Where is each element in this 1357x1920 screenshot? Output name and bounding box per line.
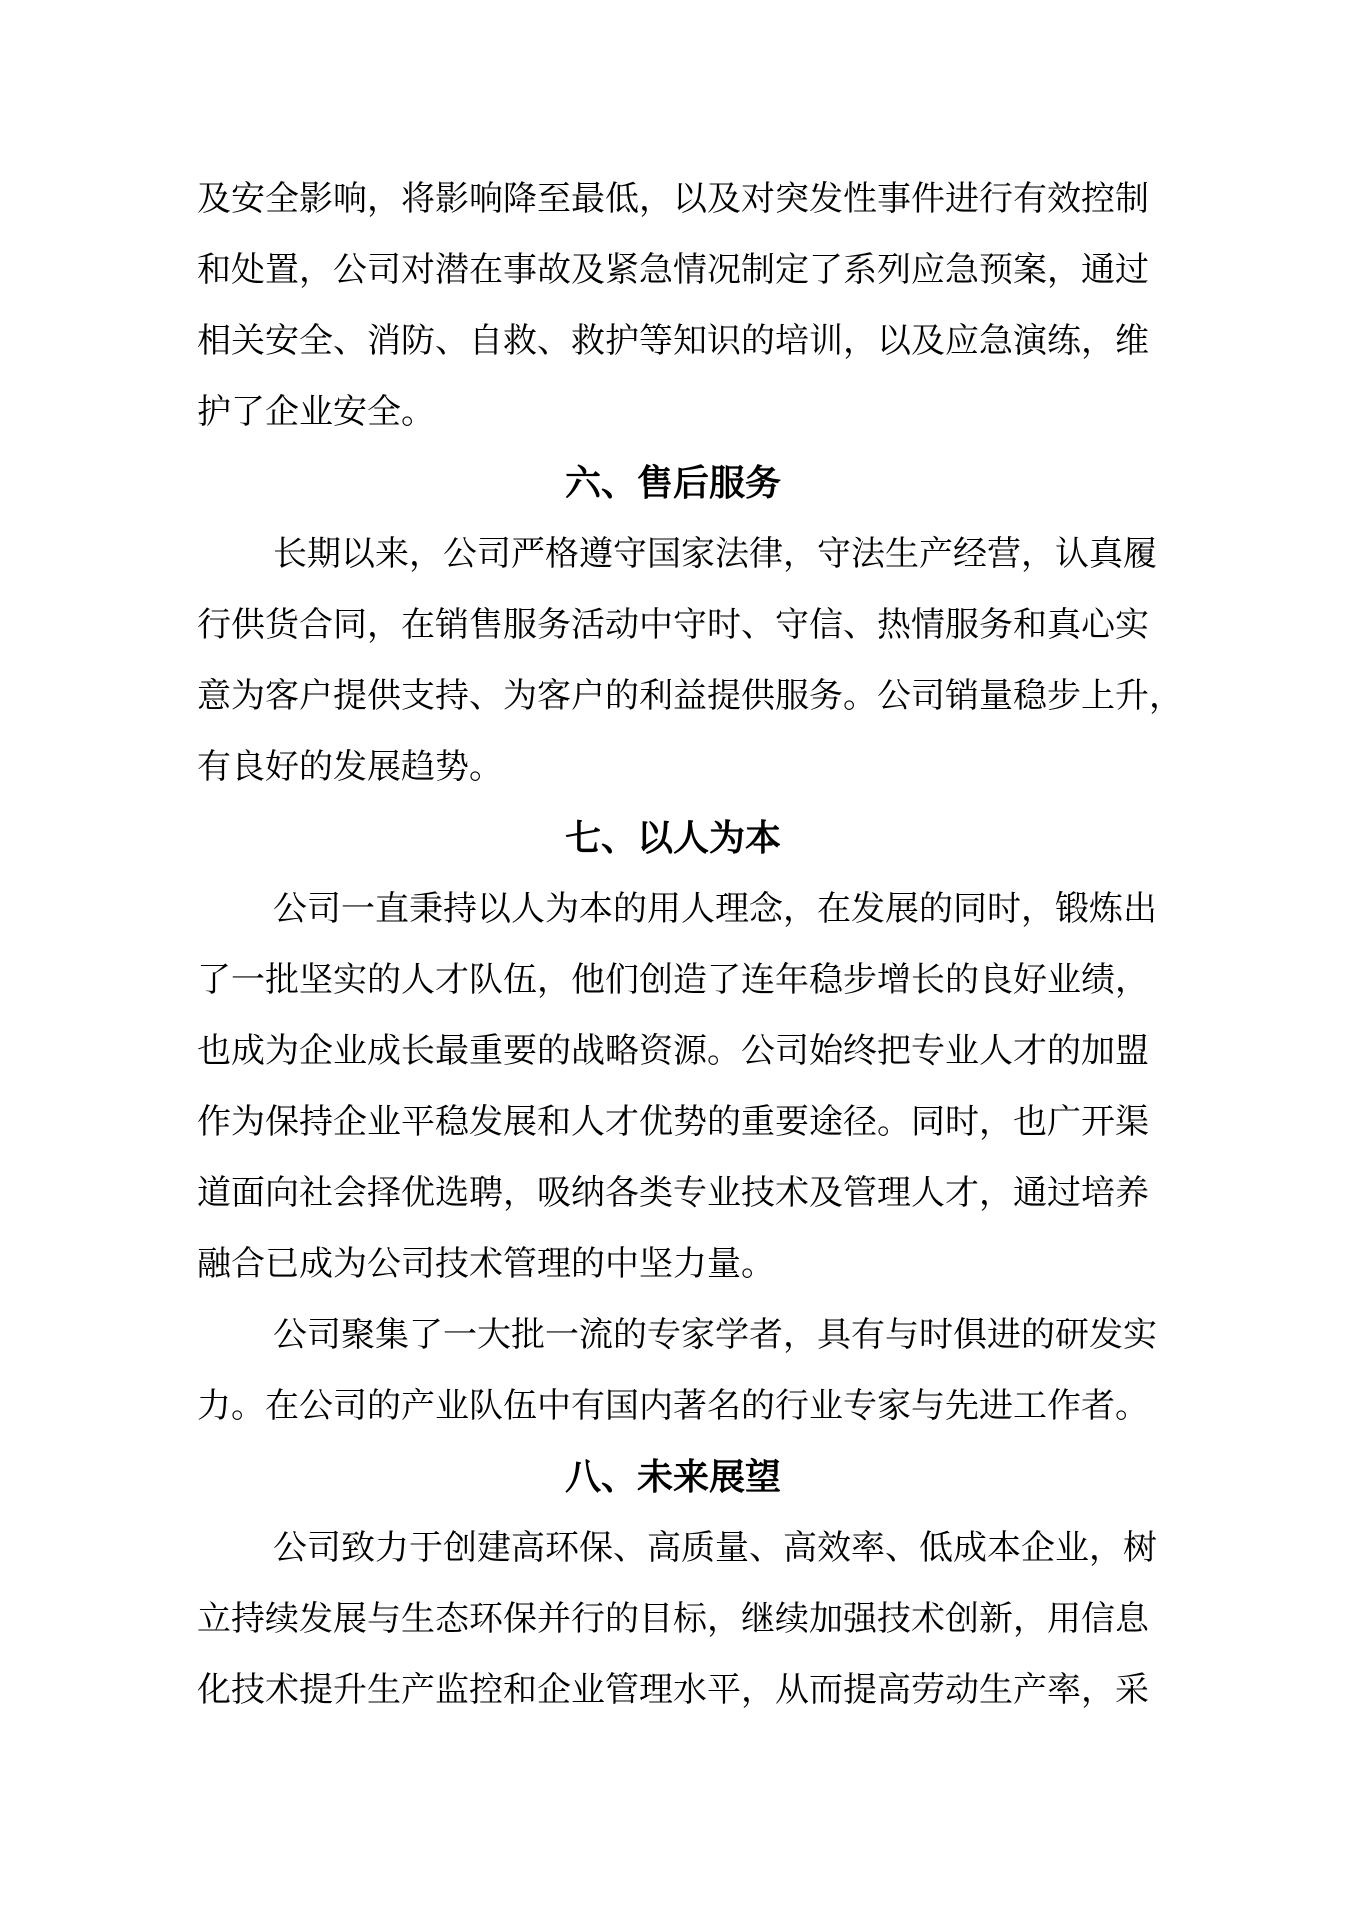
text-line: 道面向社会择优选聘，吸纳各类专业技术及管理人才，通过培养 bbox=[197, 1173, 1149, 1213]
section-heading: 八、未来展望 bbox=[564, 1456, 781, 1498]
document-content bbox=[197, 164, 1183, 1726]
text-line: 作为保持企业平稳发展和人才优势的重要途径。同时，也广开渠 bbox=[197, 1102, 1149, 1142]
text-line: 和处置，公司对潜在事故及紧急情况制定了系列应急预案，通过 bbox=[197, 250, 1149, 290]
text-line: 有良好的发展趋势。 bbox=[197, 747, 503, 787]
text-line: 力。在公司的产业队伍中有国内著名的行业专家与先进工作者。 bbox=[197, 1386, 1149, 1426]
paragraph bbox=[197, 1513, 1157, 1726]
text-line: 护了企业安全。 bbox=[197, 392, 435, 432]
section-heading: 六、售后服务 bbox=[564, 462, 781, 504]
text-line: 立持续发展与生态环保并行的目标，继续加强技术创新，用信息 bbox=[197, 1599, 1149, 1639]
text-line: 融合已成为公司技术管理的中坚力量。 bbox=[197, 1244, 775, 1284]
text-line: 了一批坚实的人才队伍，他们创造了连年稳步增长的良好业绩， bbox=[197, 960, 1149, 1000]
paragraph bbox=[197, 1300, 1157, 1442]
text-line: 化技术提升生产监控和企业管理水平，从而提高劳动生产率，采 bbox=[197, 1670, 1149, 1710]
text-line: 公司致力于创建高环保、高质量、高效率、低成本企业，树 bbox=[273, 1528, 1157, 1568]
text-line: 也成为企业成长最重要的战略资源。公司始终把专业人才的加盟 bbox=[197, 1031, 1149, 1071]
text-line: 及安全影响，将影响降至最低，以及对突发性事件进行有效控制 bbox=[197, 179, 1149, 219]
text-line: 公司一直秉持以人为本的用人理念，在发展的同时，锻炼出 bbox=[273, 889, 1157, 929]
paragraph bbox=[197, 874, 1157, 1300]
text-line: 相关安全、消防、自救、救护等知识的培训，以及应急演练，维 bbox=[197, 321, 1149, 361]
text-line: 长期以来，公司严格遵守国家法律，守法生产经营，认真履 bbox=[273, 534, 1157, 574]
text-line: 公司聚集了一大批一流的专家学者，具有与时俱进的研发实 bbox=[273, 1315, 1157, 1355]
text-line: 行供货合同，在销售服务活动中守时、守信、热情服务和真心实 bbox=[197, 605, 1149, 645]
paragraph bbox=[197, 164, 1149, 448]
paragraph bbox=[197, 519, 1183, 803]
text-line: 意为客户提供支持、为客户的利益提供服务。公司销量稳步上升， bbox=[197, 676, 1183, 716]
section-heading: 七、以人为本 bbox=[564, 817, 781, 859]
